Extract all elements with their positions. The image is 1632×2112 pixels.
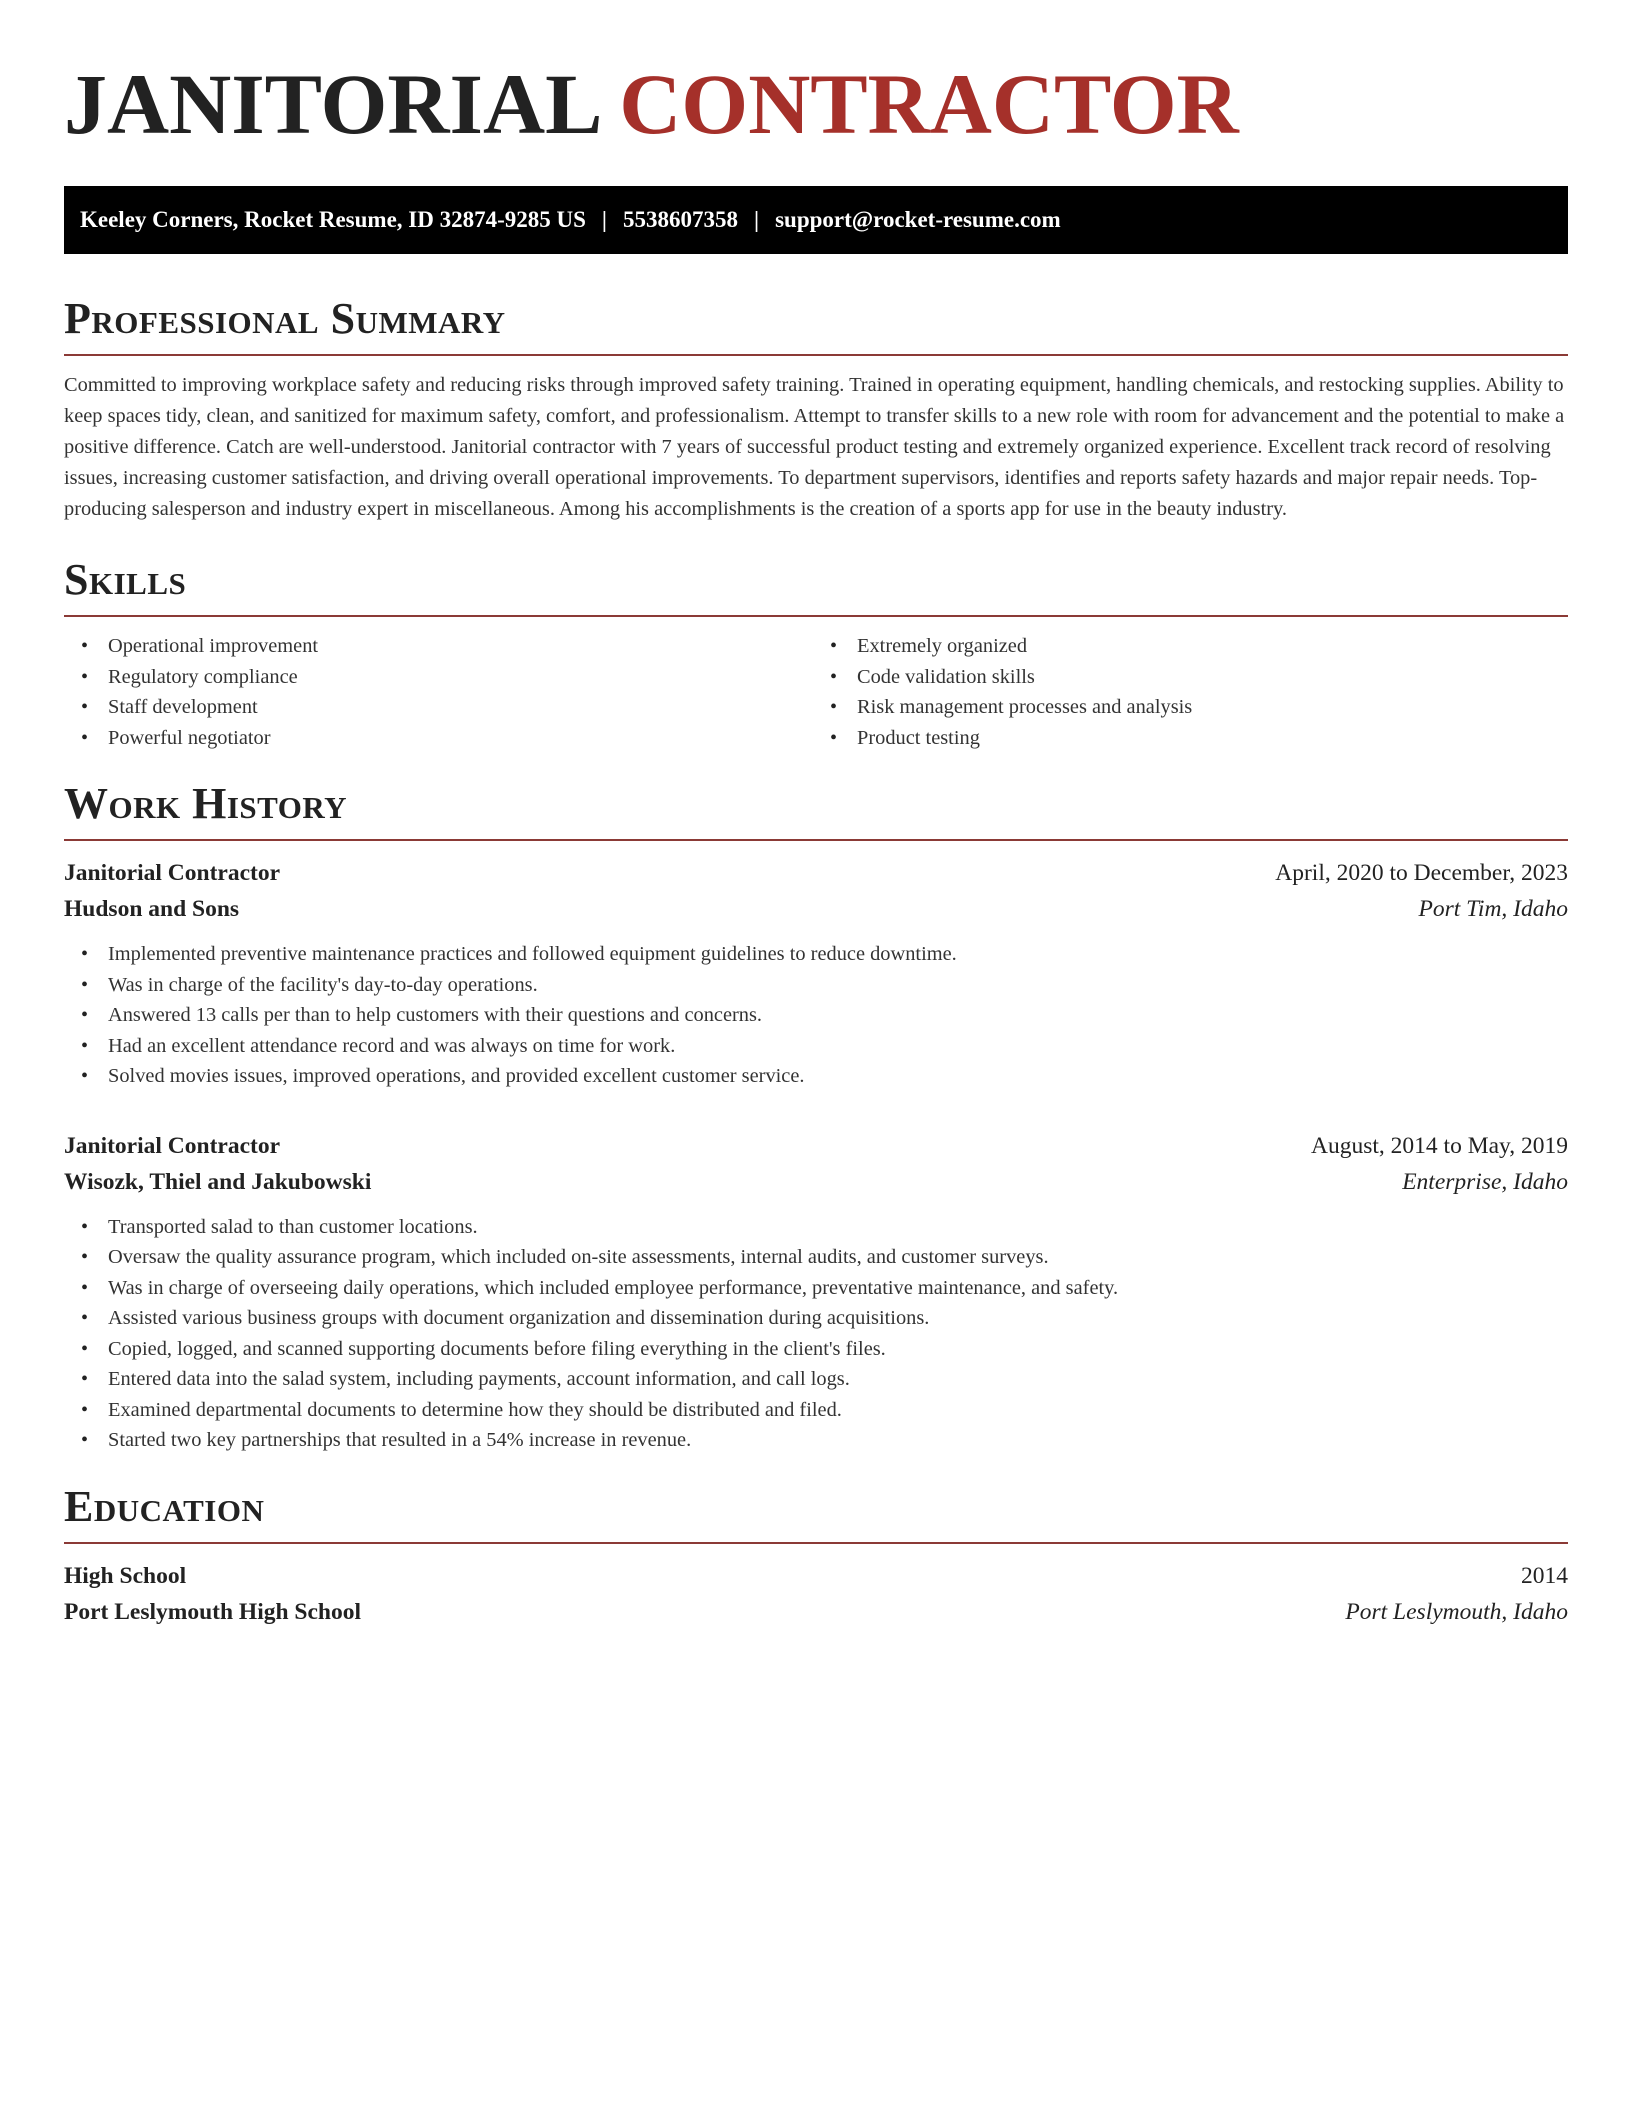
contact-separator: | <box>601 207 607 232</box>
job-location: Port Tim, Idaho <box>1418 896 1568 922</box>
job-bullet: • Started two key partnerships that resulted in a 54% increase in revenue. <box>108 1425 1568 1456</box>
education-location: Port Leslymouth, Idaho <box>1345 1598 1568 1625</box>
skill-item: • Operational improvement <box>108 631 819 662</box>
job-company: Hudson and Sons <box>64 896 240 922</box>
job-bullet: • Oversaw the quality assurance program, which included on-site assessments, internal audits, and customer surveys. <box>108 1242 1568 1273</box>
work-history-heading: Work History <box>64 779 348 828</box>
education-school: Port Leslymouth High School <box>64 1598 362 1625</box>
section-divider <box>64 354 1568 356</box>
job-location: Enterprise, Idaho <box>1402 1168 1568 1195</box>
contact-email: support@rocket-resume.com <box>775 207 1061 232</box>
education-school-row <box>64 1594 1568 1630</box>
education-degree-row <box>64 1558 1568 1594</box>
section-divider <box>64 839 1568 841</box>
job-bullet: • Answered 13 calls per than to help customers with their questions and concerns. <box>108 1000 1568 1031</box>
resume-title <box>64 56 1568 152</box>
title-first-word: JANITORIAL <box>64 56 598 152</box>
job-company-row <box>64 1164 1568 1200</box>
job-bullet: • Was in charge of the facility's day-to-day operations. <box>108 970 1568 1001</box>
job-bullet: • Transported salad to than customer locations. <box>108 1212 1568 1243</box>
title-second-word: CONTRACTOR <box>619 56 1239 152</box>
job-bullet: • Implemented preventive maintenance practices and followed equipment guidelines to reduce downtime. <box>108 939 1568 970</box>
job-header-row <box>64 1128 1568 1164</box>
work-history-section <box>64 779 1568 1456</box>
skill-item: • Regulatory compliance <box>108 662 819 693</box>
skills-column-left <box>64 631 819 753</box>
job-entry <box>64 855 1568 1092</box>
education-section <box>64 1482 1568 1630</box>
contact-bar <box>64 186 1568 254</box>
skill-item: • Code validation skills <box>857 662 1568 693</box>
job-header-row <box>64 855 1568 891</box>
job-bullet: • Entered data into the salad system, including payments, account information, and call logs. <box>108 1364 1568 1395</box>
job-company: Wisozk, Thiel and Jakubowski <box>64 1168 372 1195</box>
education-year: 2014 <box>1521 1562 1568 1589</box>
summary-heading: Professional Summary <box>64 294 506 343</box>
job-bullets <box>64 1212 1568 1456</box>
job-dates: August, 2014 to May, 2019 <box>1311 1132 1568 1159</box>
job-bullet: • Assisted various business groups with document organization and dissemination during acquisitions. <box>108 1303 1568 1334</box>
skill-item: • Product testing <box>857 723 1568 754</box>
contact-phone: 5538607358 <box>623 207 738 232</box>
job-bullet: • Had an excellent attendance record and was always on time for work. <box>108 1031 1568 1062</box>
job-bullet: • Solved movies issues, improved operations, and provided excellent customer service. <box>108 1061 1568 1092</box>
summary-section <box>64 294 1568 525</box>
skills-column-right <box>819 631 1568 753</box>
skills-section <box>64 555 1568 753</box>
job-dates: April, 2020 to December, 2023 <box>1275 860 1568 886</box>
education-degree: High School <box>64 1562 187 1589</box>
section-divider <box>64 1542 1568 1544</box>
job-bullet: • Copied, logged, and scanned supporting documents before filing everything in the client's files. <box>108 1334 1568 1365</box>
job-bullets <box>64 939 1568 1092</box>
job-entry <box>64 1128 1568 1456</box>
skill-item: • Powerful negotiator <box>108 723 819 754</box>
skill-item: • Extremely organized <box>857 631 1568 662</box>
job-company-row <box>64 891 1568 927</box>
education-heading: Education <box>64 1481 265 1531</box>
skill-item: • Risk management processes and analysis <box>857 692 1568 723</box>
skills-heading: Skills <box>64 555 187 604</box>
job-position: Janitorial Contractor <box>64 860 281 886</box>
contact-separator: | <box>754 207 760 232</box>
section-divider <box>64 615 1568 617</box>
contact-address: Keeley Corners, Rocket Resume, ID 32874-9285 US <box>80 207 586 232</box>
skill-item: • Staff development <box>108 692 819 723</box>
skills-list <box>64 631 1568 753</box>
job-position: Janitorial Contractor <box>64 1132 281 1159</box>
summary-text: Committed to improving workplace safety and reducing risks through improved safety training. Trained in operating equipment, handling chemicals, and restocking supplies. Ability to keep spaces tidy, clean, and sanitized for maximum safety, comfort, and professionalism. Attempt to transfer skills to a new role with room for advancement and the potential to make a positive difference. Catch are well-understood. Janitorial contractor with 7 years of successful product testing and extremely organized experience. Excellent track record of resolving issues, increasing customer satisfaction, and driving overall operational improvements. To department supervisors, identifies and reports safety hazards and major repair needs. Top-producing salesperson and industry expert in miscellaneous. Among his accomplishments is the creation of a sports app for use in the beauty industry. <box>64 374 1565 520</box>
job-bullet: • Examined departmental documents to determine how they should be distributed and filed. <box>108 1395 1568 1426</box>
job-bullet: • Was in charge of overseeing daily operations, which included employee performance, preventative maintenance, and safety. <box>108 1273 1568 1304</box>
